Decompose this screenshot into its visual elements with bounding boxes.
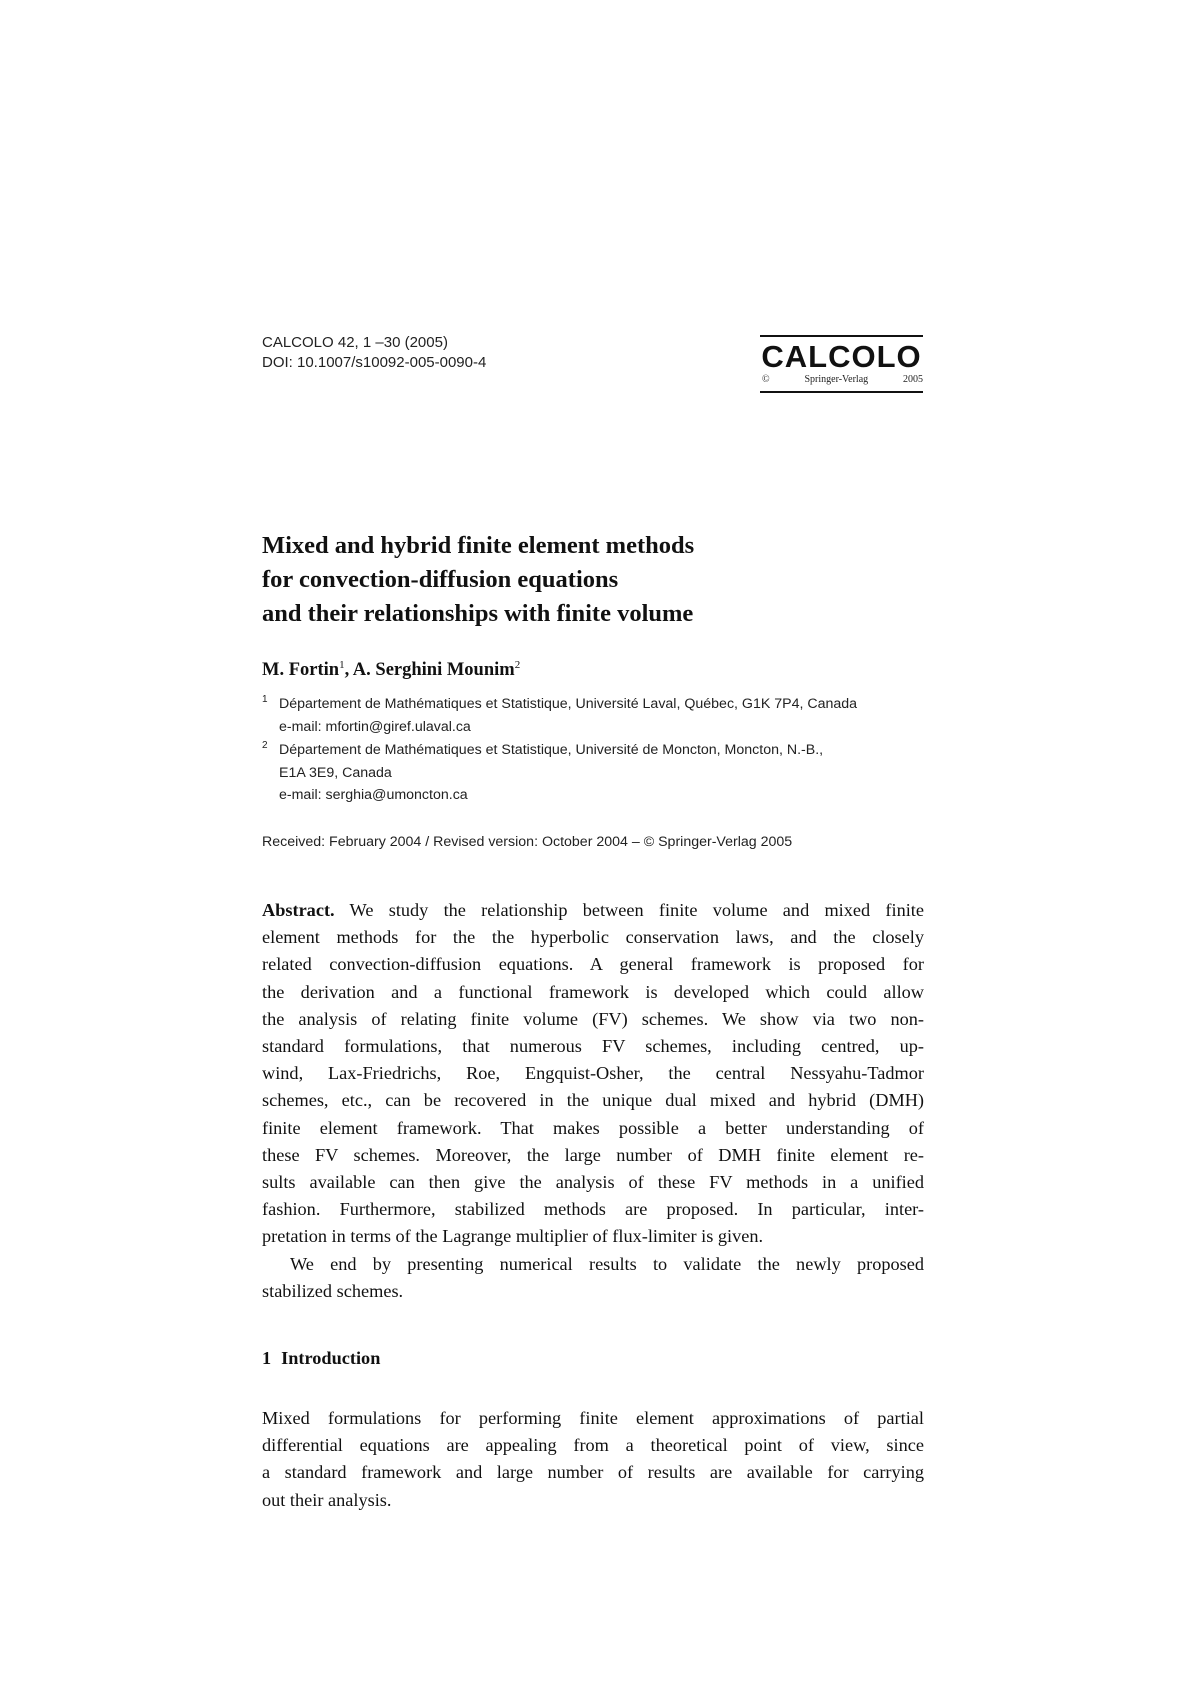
affiliation-mark: 2 xyxy=(262,740,268,751)
logo-rule-top xyxy=(760,335,923,337)
affiliation-email: e-mail: serghia@umoncton.ca xyxy=(279,787,468,803)
affiliation-line: Département de Mathématiques et Statistique, Université Laval, Québec, G1K 7P4, Canada xyxy=(279,696,858,712)
logo-word: CALCOLO xyxy=(761,339,922,374)
affiliation-line: E1A 3E9, Canada xyxy=(279,764,392,781)
abstract xyxy=(262,897,924,1305)
doi: DOI: 10.1007/s10092-005-0090-4 xyxy=(262,354,487,371)
title-line: Mixed and hybrid finite element methods xyxy=(262,532,695,559)
abstract-line: these FV schemes. Moreover, the large number of DMH finite element re- xyxy=(262,1144,924,1165)
paper-title xyxy=(262,529,962,631)
section-heading xyxy=(262,1346,380,1370)
affiliations xyxy=(262,693,942,808)
abstract-line: the derivation and a functional framework is developed which could allow xyxy=(262,981,924,1002)
abstract-line: element methods for the the hyperbolic conservation laws, and the closely xyxy=(262,927,924,948)
abstract-first-line: We study the relationship between finite volume and mixed finite xyxy=(349,900,924,920)
abstract-line: We end by presenting numerical results to validate the newly proposed xyxy=(290,1253,924,1274)
abstract-label: Abstract. xyxy=(262,900,335,920)
author-2-mark: 2 xyxy=(514,659,521,671)
author-1-name: M. Fortin xyxy=(262,660,340,681)
journal-meta xyxy=(262,333,486,373)
authors xyxy=(262,653,520,682)
author-separator: , xyxy=(344,660,353,681)
affiliation-2 xyxy=(262,739,942,807)
abstract-line: fashion. Furthermore, stabilized methods are proposed. In particular, inter- xyxy=(262,1199,924,1220)
affiliation-email: e-mail: mfortin@giref.ulaval.ca xyxy=(279,718,471,735)
logo-year: 2005 xyxy=(903,374,923,385)
abstract-line: schemes, etc., can be recovered in the unique dual mixed and hybrid (DMH) xyxy=(262,1090,924,1111)
journal-logo xyxy=(760,335,923,393)
abstract-line: finite element framework. That makes possible a better understanding of xyxy=(262,1117,924,1138)
abstract-line: related convection-diffusion equations. A general framework is proposed for xyxy=(262,954,924,975)
author-1-mark: 1 xyxy=(339,659,345,671)
abstract-line: the analysis of relating finite volume (FV) schemes. We show via two non- xyxy=(262,1008,924,1029)
affiliation-line: Département de Mathématiques et Statistique, Université de Moncton, Moncton, N.-B., xyxy=(279,742,824,758)
introduction-paragraph xyxy=(262,1405,924,1514)
section-number: 1 xyxy=(262,1348,272,1368)
citation: CALCOLO 42, 1 –30 (2005) xyxy=(262,334,448,351)
author-2-name: A. Serghini Mounim xyxy=(352,660,515,681)
intro-line: differential equations are appealing from a theoretical point of view, since xyxy=(262,1435,924,1456)
intro-line: a standard framework and large number of results are available for carrying xyxy=(262,1462,924,1483)
intro-line: out their analysis. xyxy=(262,1489,392,1510)
logo-publisher: Springer-Verlag xyxy=(804,374,869,385)
abstract-line: pretation in terms of the Lagrange multiplier of flux-limiter is given. xyxy=(262,1226,764,1247)
logo-rule-bottom xyxy=(760,391,923,393)
abstract-line: wind, Lax-Friedrichs, Roe, Engquist-Osher, the central Nessyahu-Tadmor xyxy=(262,1063,924,1084)
title-line: and their relationships with finite volume xyxy=(262,600,694,627)
abstract-line: stabilized schemes. xyxy=(262,1280,404,1301)
received-dates: Received: February 2004 / Revised version: October 2004 – © Springer-Verlag 2005 xyxy=(262,834,793,850)
affiliation-1 xyxy=(262,693,942,738)
abstract-line: standard formulations, that numerous FV schemes, including centred, up- xyxy=(262,1036,924,1057)
affiliation-mark: 1 xyxy=(262,694,268,705)
abstract-line: sults available can then give the analysis of these FV methods in a unified xyxy=(262,1172,924,1193)
title-line: for convection-diffusion equations xyxy=(262,566,619,593)
abstract-line xyxy=(262,897,924,924)
intro-line: Mixed formulations for performing finite element approximations of partial xyxy=(262,1408,924,1428)
section-title: Introduction xyxy=(281,1348,381,1368)
logo-subline xyxy=(762,374,923,386)
logo-copyright: © xyxy=(762,374,770,385)
